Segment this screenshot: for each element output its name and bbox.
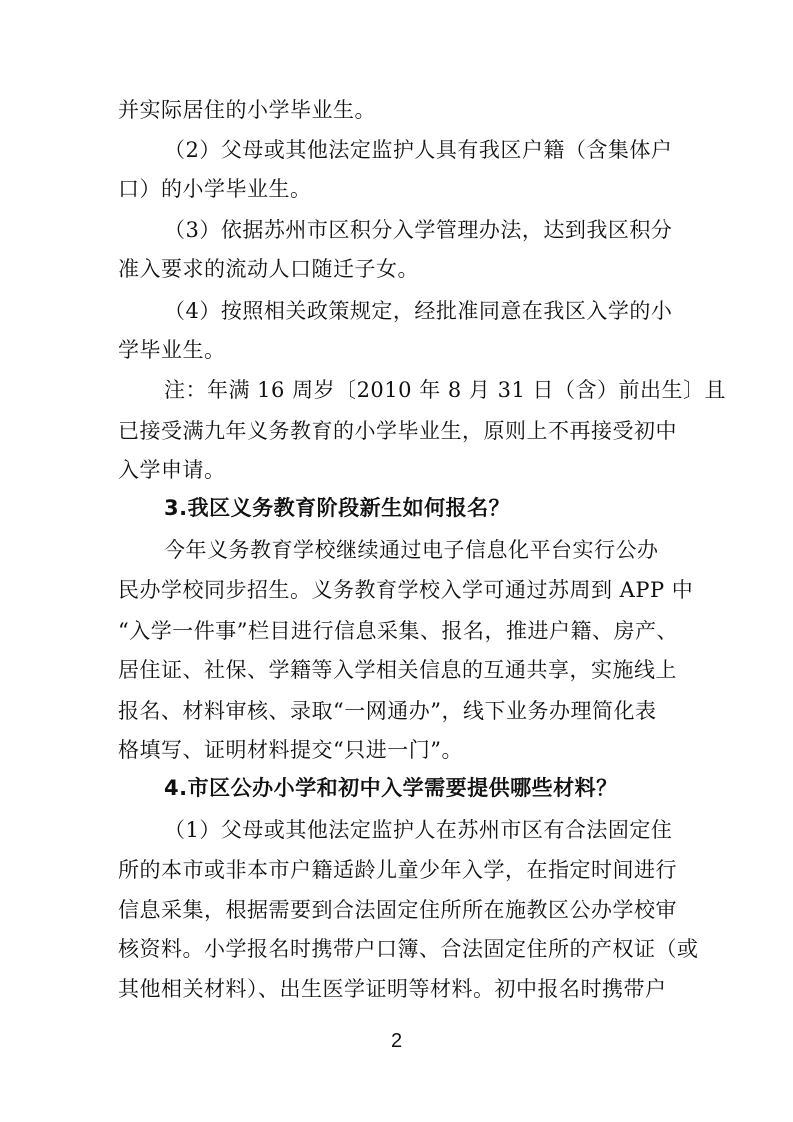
- text-line: 核资料。小学报名时携带户口簿、合法固定住所的产权证（或: [118, 937, 699, 961]
- text-line: （2）父母或其他法定监护人具有我区户籍（含集体户: [164, 138, 673, 162]
- text-line: （3）依据苏州市区积分入学管理办法，达到我区积分: [164, 218, 673, 242]
- section-heading: 4.市区公办小学和初中入学需要提供哪些材料？: [164, 776, 618, 800]
- section-heading: 3.我区义务教育阶段新生如何报名？: [164, 496, 511, 520]
- text-line: 并实际居住的小学毕业生。: [118, 98, 376, 122]
- text-line: 注：年满 16 周岁〔2010 年 8 月 31 日（含）前出生〕且: [164, 378, 726, 402]
- text-line: 入学申请。: [118, 458, 226, 482]
- text-line: 已接受满九年义务教育的小学毕业生，原则上不再接受初中: [118, 419, 677, 443]
- text-line: 信息采集，根据需要到合法固定住所所在施教区公办学校审: [118, 898, 677, 922]
- text-line: 今年义务教育学校继续通过电子信息化平台实行公办: [164, 538, 659, 562]
- text-line: （4）按照相关政策规定，经批准同意在我区入学的小: [164, 299, 673, 323]
- text-line: 居住证、社保、学籍等入学相关信息的互通共享，实施线上: [118, 658, 677, 682]
- text-line: 准入要求的流动人口随迁子女。: [118, 257, 419, 281]
- text-line: 其他相关材料）、出生医学证明等材料。初中报名时携带户: [118, 977, 667, 1001]
- text-line: 学毕业生。: [118, 338, 226, 362]
- text-line: （1）父母或其他法定监护人在苏州市区有合法固定住: [164, 818, 673, 842]
- text-line: 口）的小学毕业生。: [118, 177, 312, 201]
- text-line: 格填写、证明材料提交“只进一门”。: [118, 738, 463, 762]
- text-line: 报名、材料审核、录取“一网通办”，线下业务办理简化表: [118, 699, 657, 723]
- text-line: 民办学校同步招生。义务教育学校入学可通过苏周到 APP 中: [118, 578, 694, 602]
- page-number: 2: [390, 1030, 403, 1052]
- text-line: 所的本市或非本市户籍适龄儿童少年入学，在指定时间进行: [118, 858, 677, 882]
- text-line: “入学一件事”栏目进行信息采集、报名，推进户籍、房产、: [118, 619, 678, 643]
